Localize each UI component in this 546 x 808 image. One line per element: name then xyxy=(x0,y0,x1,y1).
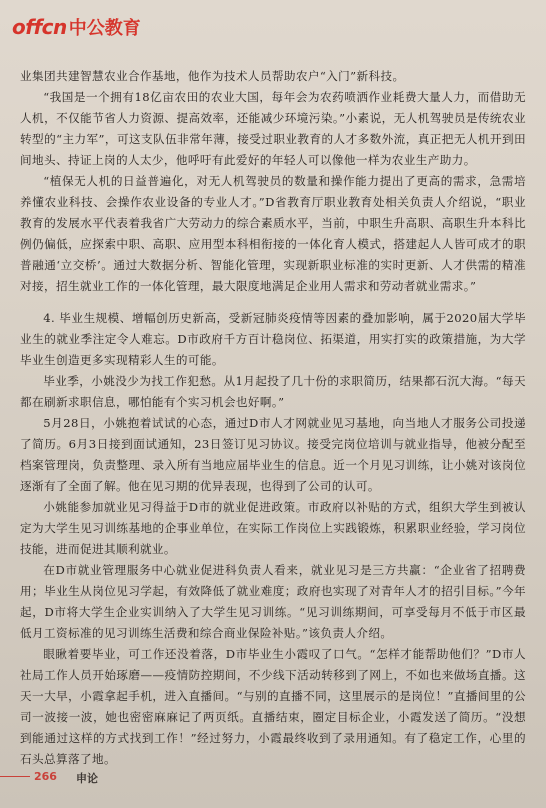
page-number: 266 xyxy=(34,770,57,783)
page-footer xyxy=(0,770,546,800)
footer-rule xyxy=(0,776,30,777)
paragraph: 5月28日，小姚抱着试试的心态，通过D市人才网就业见习基地，向当地人才服务公司投递了简历。6月3日接到面试通知，23日签订见习协议。接受完岗位培训与就业指导，他被分配至档案管理岗，负责整理、录入所有当地应届毕业生的信息。近一个月见习训练，让小姚对该岗位逐渐有了全面了解。他在见习期的优异表现，也得到了公司的认可。 xyxy=(20,416,526,493)
paragraph: 在D市就业管理服务中心就业促进科负责人看来，就业见习是三方共赢：“企业省了招聘费用；毕业生从岗位见习学起，有效降低了就业难度；政府也实现了对青年人才的招引目标。”今年起，D市将大学生企业实训纳入了大学生见习训练。“见习训练期间，可享受每月不低于市区最低月工资标准的见习训练生活费和综合商业保险补贴。”该负责人介绍。 xyxy=(20,563,526,640)
brand-chinese: 中公教育 xyxy=(68,18,141,39)
paragraph: 4. 毕业生规模、增幅创历史新高，受新冠肺炎疫情等因素的叠加影响，属于2020届大学毕业生的就业季注定令人难忘。D市政府千方百计稳岗位、拓渠道，用实打实的政策措施，为大学毕业生创造更多实现精彩人生的可能。 xyxy=(20,311,526,367)
paragraph: “植保无人机的日益普遍化，对无人机驾驶员的数量和操作能力提出了更高的需求，急需培养懂农业科技、会操作农业设备的专业人才。”D省教育厅职业教育处相关负责人介绍说，“职业教育的发展水平代表着我省广大劳动力的综合素质水平，当前，中职生升高职、高职生升本科比例仍偏低，应探索中职、高职、应用型本科相衔接的一体化育人模式，搭建起人人皆可成才的职普融通‘立交桥’。通过大数据分析、智能化管理，实现新职业标准的实时更新、人才供需的精准对接，招生就业工作的一体化管理，最大限度地满足企业用人需求和劳动者就业需求。” xyxy=(20,174,526,293)
paragraph: 小姚能参加就业见习得益于D市的就业促进政策。市政府以补贴的方式，组织大学生到被认定为大学生见习训练基地的企事业单位，在实际工作岗位上实践锻炼，积累职业经验，学习岗位技能，进而促进其顺利就业。 xyxy=(20,500,526,556)
paragraph: 业集团共建智慧农业合作基地，他作为技术人员帮助农户“入门”新科技。 xyxy=(20,69,405,83)
body-text xyxy=(20,66,526,770)
paragraph: “我国是一个拥有18亿亩农田的农业大国，每年会为农药喷洒作业耗费大量人力，而借助无人机，不仅能节省人力资源、提高效率，还能减少环境污染。”小素说，无人机驾驶员是传统农业转型的“主力军”，可这支队伍非常年薄，接受过职业教育的人才多数外流，真正把无人机开到田间地头、持证上岗的人太少，他呼吁有此爱好的年轻人可以像他一样为农业生产助力。 xyxy=(20,90,526,167)
paragraph: 眼瞅着要毕业，可工作还没着落，D市毕业生小霞叹了口气。“怎样才能帮助他们？”D市人社局工作人员开始琢磨——疫情防控期间，不少线下活动转移到了网上，不如也来做场直播。这天一大早，小霞拿起手机，进入直播间。“与别的直播不同，这里展示的是岗位！”直播间里的公司一波接一波，她也密密麻麻记了两页纸。直播结束，圈定目标企业，小霞发送了简历。“没想到能通过这样的方式找到工作！”经过努力，小霞最终收到了录用通知。有了稳定工作，心里的石头总算落了地。 xyxy=(20,647,526,766)
brand-latin: offcn xyxy=(12,15,67,39)
brand-logo xyxy=(12,14,141,40)
section-name: 申论 xyxy=(76,772,98,785)
paragraph: 毕业季，小姚没少为找工作犯愁。从1月起投了几十份的求职简历，结果都石沉大海。“每天都在刷新求职信息，哪怕能有个实习机会也好啊。” xyxy=(20,374,526,409)
